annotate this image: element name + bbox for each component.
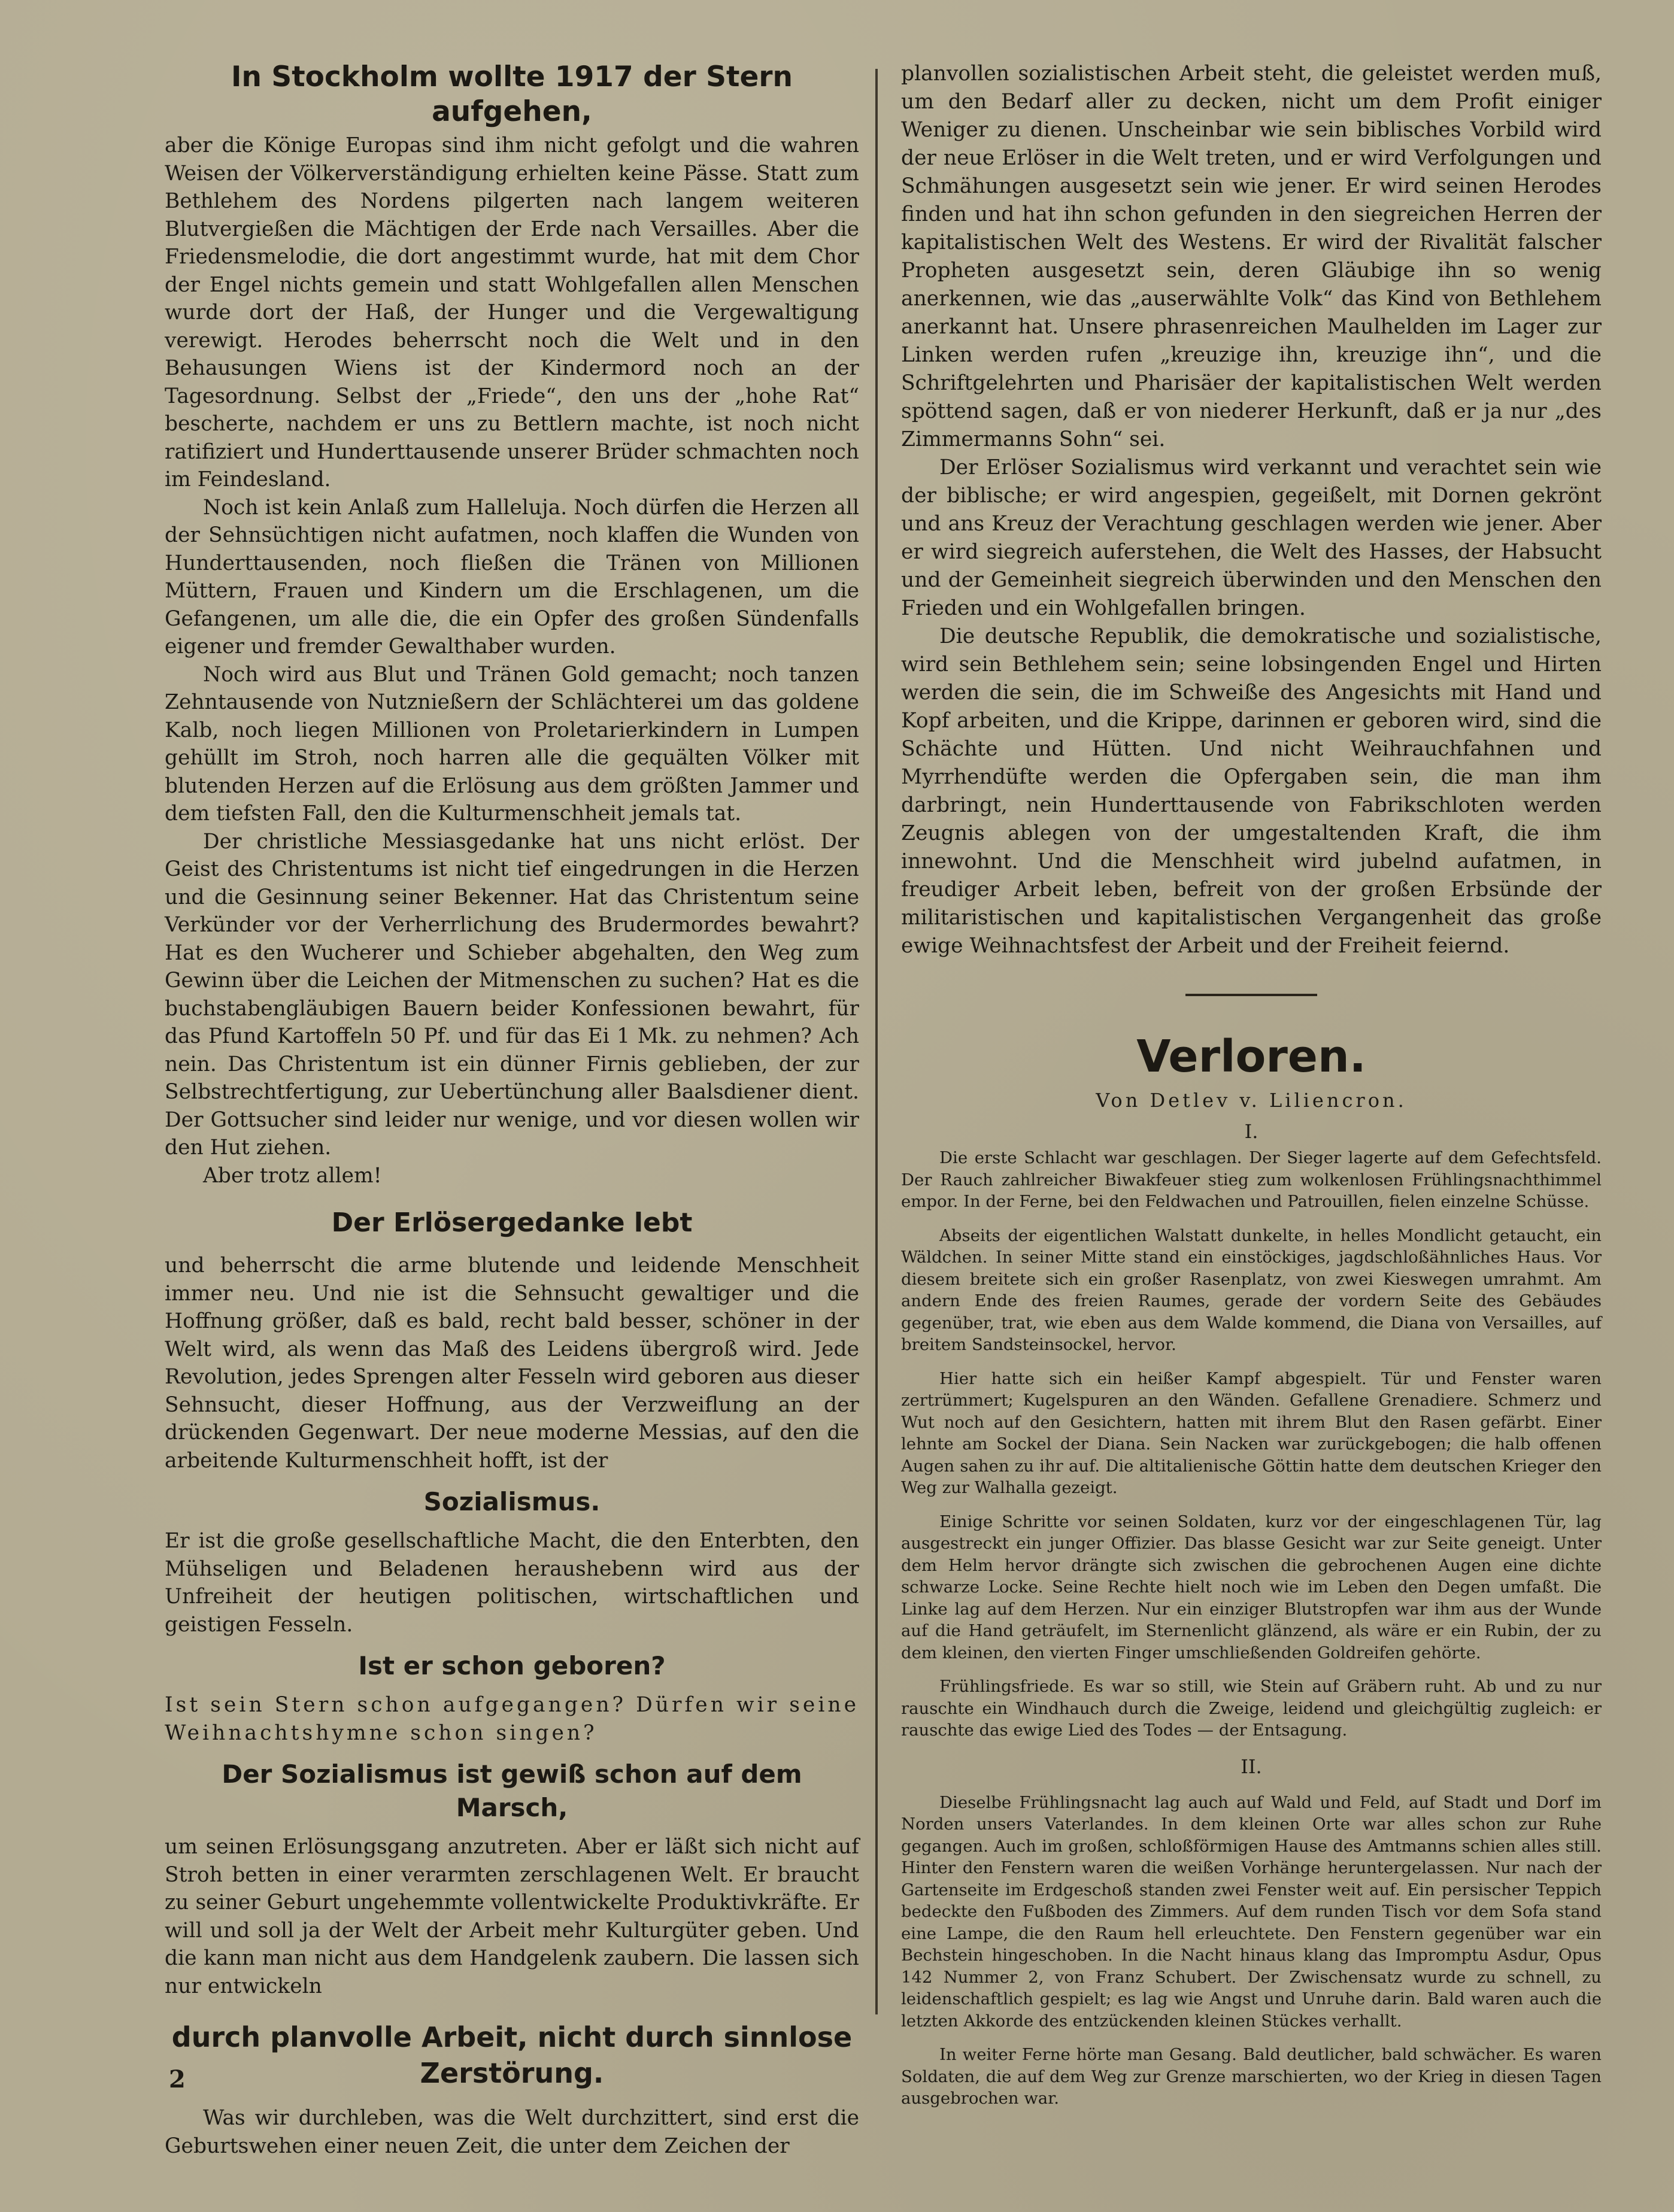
byline: Von Detlev v. Liliencron. [1096,1089,1407,1112]
paragraph: Aber trotz allem! [203,1163,382,1188]
paragraph: Der Erlöser Sozialismus wird verkannt und verachtet sein wie der biblische; er wird angespien, gegeißelt, mit Dornen gekrönt und ans Kreuz der Verachtung geschlagen werden wie jener. Aber er wird siegreich auferstehen, die Welt des Hasses, der Habsucht und der Gemeinheit siegreich überwinden und den Menschen den Frieden und ein Wohlgefallen bringen. [901,456,1602,620]
subheading: durch planvolle Arbeit, nicht durch sinnlose Zerstörung. [171,2021,853,2089]
paragraph: Die deutsche Republik, die demokratische und sozialistische, wird sein Bethlehem sein; seine lobsingenden Engel und Hirten werden die sein, die im Schweiße des Angesichts mit Hand und Kopf arbeiten, und die Krippe, darinnen er geboren wird, sind die Schächte und Hütten. Und nicht Weihrauchfahnen und Myrrhendüfte werden die Opfergaben sein, die man ihm darbringt, nein Hunderttausende von Fabrikschloten werden Zeugnis ablegen von der umgestaltenden Kraft, die ihm innewohnt. Und die Menschheit wird jubelnd aufatmen, in freudiger Arbeit leben, befreit von der großen Erbsünde der militaristischen und kapitalistischen Vergangenheit das große ewige Weihnachtsfest der Arbeit und der Freiheit feiernd. [901,624,1602,958]
subheading: Der Erlösergedanke lebt [331,1207,693,1238]
paragraph: Noch wird aus Blut und Tränen Gold gemacht; noch tanzen Zehntausende von Nutznießern der Schlächterei um das goldene Kalb, noch liegen Millionen von Proletarierkindern in Lumpen gehüllt im Stroh, noch harren alle die gequälten Völker mit blutenden Herzen auf die Erlösung aus dem größten Jammer und dem tiefsten Fall, den die Kulturmenschheit jemals tat. [165,662,859,826]
right-column [901,60,1602,2108]
paragraph: Ist sein Stern schon aufgegangen? Dürfen wir seine Weihnachtshymne schon singen? [165,1693,859,1745]
paragraph: Dieselbe Frühlingsnacht lag auch auf Wald und Feld, auf Stadt und Dorf im Norden unsers Vaterlandes. In dem kleinen Orte war alles schon zur Ruhe gegangen. Auch im großen, schloßförmigen Hause des Amtmanns schien alles still. Hinter den Fenstern waren die weißen Vorhänge heruntergelassen. Nur nach der Gartenseite im Erdgeschoß standen zwei Fenster weit auf. Ein persischer Teppich bedeckte den Fußboden des Zimmers. Auf dem runden Tisch vor dem Sofa stand eine Lampe, die den Raum hell erleuchtete. Den Fenstern gegenüber war ein Bechstein hingeschoben. In die Nacht hinaus klang das Impromptu Asdur, Opus 142 Nummer 2, von Franz Schubert. Der Zwischensatz wurde zu schnell, zu leidenschaftlich gespielt; es lag wie Angst und Unruhe darin. Bald waren auch die letzten Akkorde des entzückenden kleinen Stückes verhallt. [901,1792,1602,2031]
paragraph: Frühlingsfriede. Es war so still, wie Stein auf Gräbern ruht. Ab und zu nur rauschte ein Windhauch durch die Zweige, leidend und gleichgültig zugleich: er rauschte das ewige Lied des Todes — der Entsagung. [901,1677,1602,1740]
subheading: Der Sozialismus ist gewiß schon auf dem Marsch, [222,1759,802,1822]
paragraph: Er ist die große gesellschaftliche Macht, die den Enterbten, den Mühseligen und Beladenen heraushebenn wird aus der Unfreiheit der heutigen politischen, wirtschaftlichen und geistigen Fesseln. [165,1529,859,1637]
paragraph: und beherrscht die arme blutende und leidende Menschheit immer neu. Und nie ist die Sehnsucht gewaltiger und die Hoffnung größer, daß es bald, recht bald besser, schöner in der Welt wird, als wenn das Maß des Leidens übergroß wird. Jede Revolution, jedes Sprengen alter Fesseln wird geboren aus dieser Sehnsucht, dieser Hoffnung, aus der Verzweiflung an der drückenden Gegenwart. Der neue moderne Messias, auf den die arbeitende Kulturmenschheit hofft, ist der [165,1254,859,1473]
paragraph: planvollen sozialistischen Arbeit steht, die geleistet werden muß, um den Bedarf aller zu decken, nicht um dem Profit einiger Weniger zu dienen. Unscheinbar wie sein biblisches Vorbild wird der neue Erlöser in die Welt treten, und er wird Verfolgungen und Schmähungen ausgesetzt sein wie jener. Er wird seinen Herodes finden und hat ihn schon gefunden in den siegreichen Herren der kapitalistischen Welt des Westens. Er wird der Rivalität falscher Propheten ausgesetzt sein, deren Gläubige ihn so wenig anerkennen, wie das „auserwählte Volk“ das Kind von Bethlehem anerkannt hat. Unsere phrasenreichen Maulhelden im Lager zur Linken werden rufen „kreuzige ihn, kreuzige ihn“, und die Schriftgelehrten und Pharisäer der kapitalistischen Welt werden spöttend sagen, daß er von niederer Herkunft, daß er ja nur „des Zimmermanns Sohn“ sei. [901,62,1602,451]
subheading: Sozialismus. [423,1487,601,1516]
paragraph: Einige Schritte vor seinen Soldaten, kurz vor der eingeschlagenen Tür, lag ausgestreckt ein junger Offizier. Das blasse Gesicht war zur Seite geneigt. Unter dem Helm hervor drängte sich zwischen die gebrochenen Augen eine dichte schwarze Locke. Seine Rechte hielt noch wie im Leben den Degen umfaßt. Die Linke lag auf dem Herzen. Nur ein einziger Blutstropfen war ihm aus der Wunde auf die Hand geträufelt, im Sternenlicht glänzend, als wäre er ein Rubin, der zu dem kleinen, den vierten Finger umschließenden Goldreifen gehörte. [901,1512,1602,1662]
paragraph: aber die Könige Europas sind ihm nicht gefolgt und die wahren Weisen der Völkerverständigung erhielten keine Pässe. Statt zum Bethlehem des Nordens pilgerten nach langem weiteren Blutvergießen die Mächtigen der Erde nach Versailles. Aber die Friedensmelodie, die dort angestimmt wurde, hat mit dem Chor der Engel nichts gemein und statt Wohlgefallen allen Menschen wurde dort der Haß, der Hunger und die Vergewaltigung verewigt. Herodes beherrscht noch die Welt und in den Behausungen Wiens ist der Kindermord noch an der Tagesordnung. Selbst der „Friede“, den uns der „hohe Rat“ bescherte, nachdem er uns zu Bettlern machte, ist noch nicht ratifiziert und Hunderttausende unserer Brüder schmachten noch im Feindesland. [165,133,859,491]
paragraph: Die erste Schlacht war geschlagen. Der Sieger lagerte auf dem Gefechtsfeld. Der Rauch zahlreicher Biwakfeuer stieg zum wolkenlosen Frühlingsnachthimmel empor. In der Ferne, bei den Feldwachen und Patrouillen, fielen einzelne Schüsse. [901,1148,1602,1211]
paragraph: Noch ist kein Anlaß zum Halleluja. Noch dürfen die Herzen all der Sehnsüchtigen nicht aufatmen, noch klaffen die Wunden von Hunderttausenden, noch fließen die Tränen von Millionen Müttern, Frauen und Kindern um die Erschlagenen, um die Gefangenen, um alle die, die ein Opfer des großen Sündenfalls eigener und fremder Gewalthaber wurden. [165,495,859,659]
column-divider [875,69,878,2014]
story-body [901,1147,1602,2110]
left-column [165,60,859,2167]
paragraph: Was wir durchleben, was die Welt durchzittert, sind erst die Geburtswehen einer neuen Zeit, die unter dem Zeichen der [165,2106,859,2158]
page-number: 2 [169,2065,186,2093]
section-number: I. [1244,1120,1258,1143]
paragraph: Der christliche Messiasgedanke hat uns nicht erlöst. Der Geist des Christentums ist nicht tief eingedrungen in die Herzen und die Gesinnung seiner Bekenner. Hat das Christentum seine Verkünder vor der Verherrlichung des Brudermordes bewahrt? Hat es den Wucherer und Schieber abgehalten, den Weg zum Gewinn über die Leichen der Mitmenschen zu suchen? Hat es die buchstabengläubigen Bauern beider Konfessionen bewahrt, für das Pfund Kartoffeln 50 Pf. und für das Ei 1 Mk. zu nehmen? Ach nein. Das Christentum ist ein dünner Firnis geblieben, der zur Selbstrechtfertigung, zur Uebertünchung aller Baalsdiener dient. Der Gottsucher sind leider nur wenige, und vor diesen wollen wir den Hut ziehen. [165,829,859,1160]
section-separator [1185,994,1317,996]
subheading: Ist er schon geboren? [358,1651,666,1680]
paragraph: Hier hatte sich ein heißer Kampf abgespielt. Tür und Fenster waren zertrümmert; Kugelspuren an den Wänden. Gefallene Grenadiere. Schmerz und Wut noch auf den Gesichtern, hatten mit ihrem Blut den Rasen gefärbt. Einer lehnte am Sockel der Diana. Sein Nacken war zurückgebogen; die halb offenen Augen sahen zu ihr auf. Die altitalienische Göttin hatte dem deutschen Krieger den Weg zur Walhalla gezeigt. [901,1369,1602,1497]
story-title: Verloren. [1136,1031,1366,1082]
paragraph: um seinen Erlösungsgang anzutreten. Aber er läßt sich nicht auf Stroh betten in einer verarmten zerschlagenen Welt. Er braucht zu seiner Geburt ungehemmte vollentwickelte Produktivkräfte. Er will und soll ja der Welt der Arbeit mehr Kulturgüter geben. Und die kann man nicht aus dem Handgelenk zaubern. Die lassen sich nur entwickeln [165,1835,859,1998]
article-lead-heading: In Stockholm wollte 1917 der Stern aufgehen, [231,60,793,128]
paragraph: Abseits der eigentlichen Walstatt dunkelte, in helles Mondlicht getaucht, ein Wäldchen. In seiner Mitte stand ein einstöckiges, jagdschloßähnliches Haus. Vor diesem breitete sich ein großer Rasenplatz, von zwei Kieswegen umrahmt. Am andern Ende des freien Raumes, gerade der vordern Seite des Gebäudes gegenüber, trat, wie eben aus dem Walde kommend, die Diana von Versailles, auf breitem Sandsteinsockel, hervor. [901,1225,1602,1354]
paragraph: In weiter Ferne hörte man Gesang. Bald deutlicher, bald schwächer. Es waren Soldaten, die auf dem Weg zur Grenze marschierten, wo der Krieg in diesen Tagen ausgebrochen war. [901,2045,1602,2108]
section-number: II. [1241,1755,1262,1778]
